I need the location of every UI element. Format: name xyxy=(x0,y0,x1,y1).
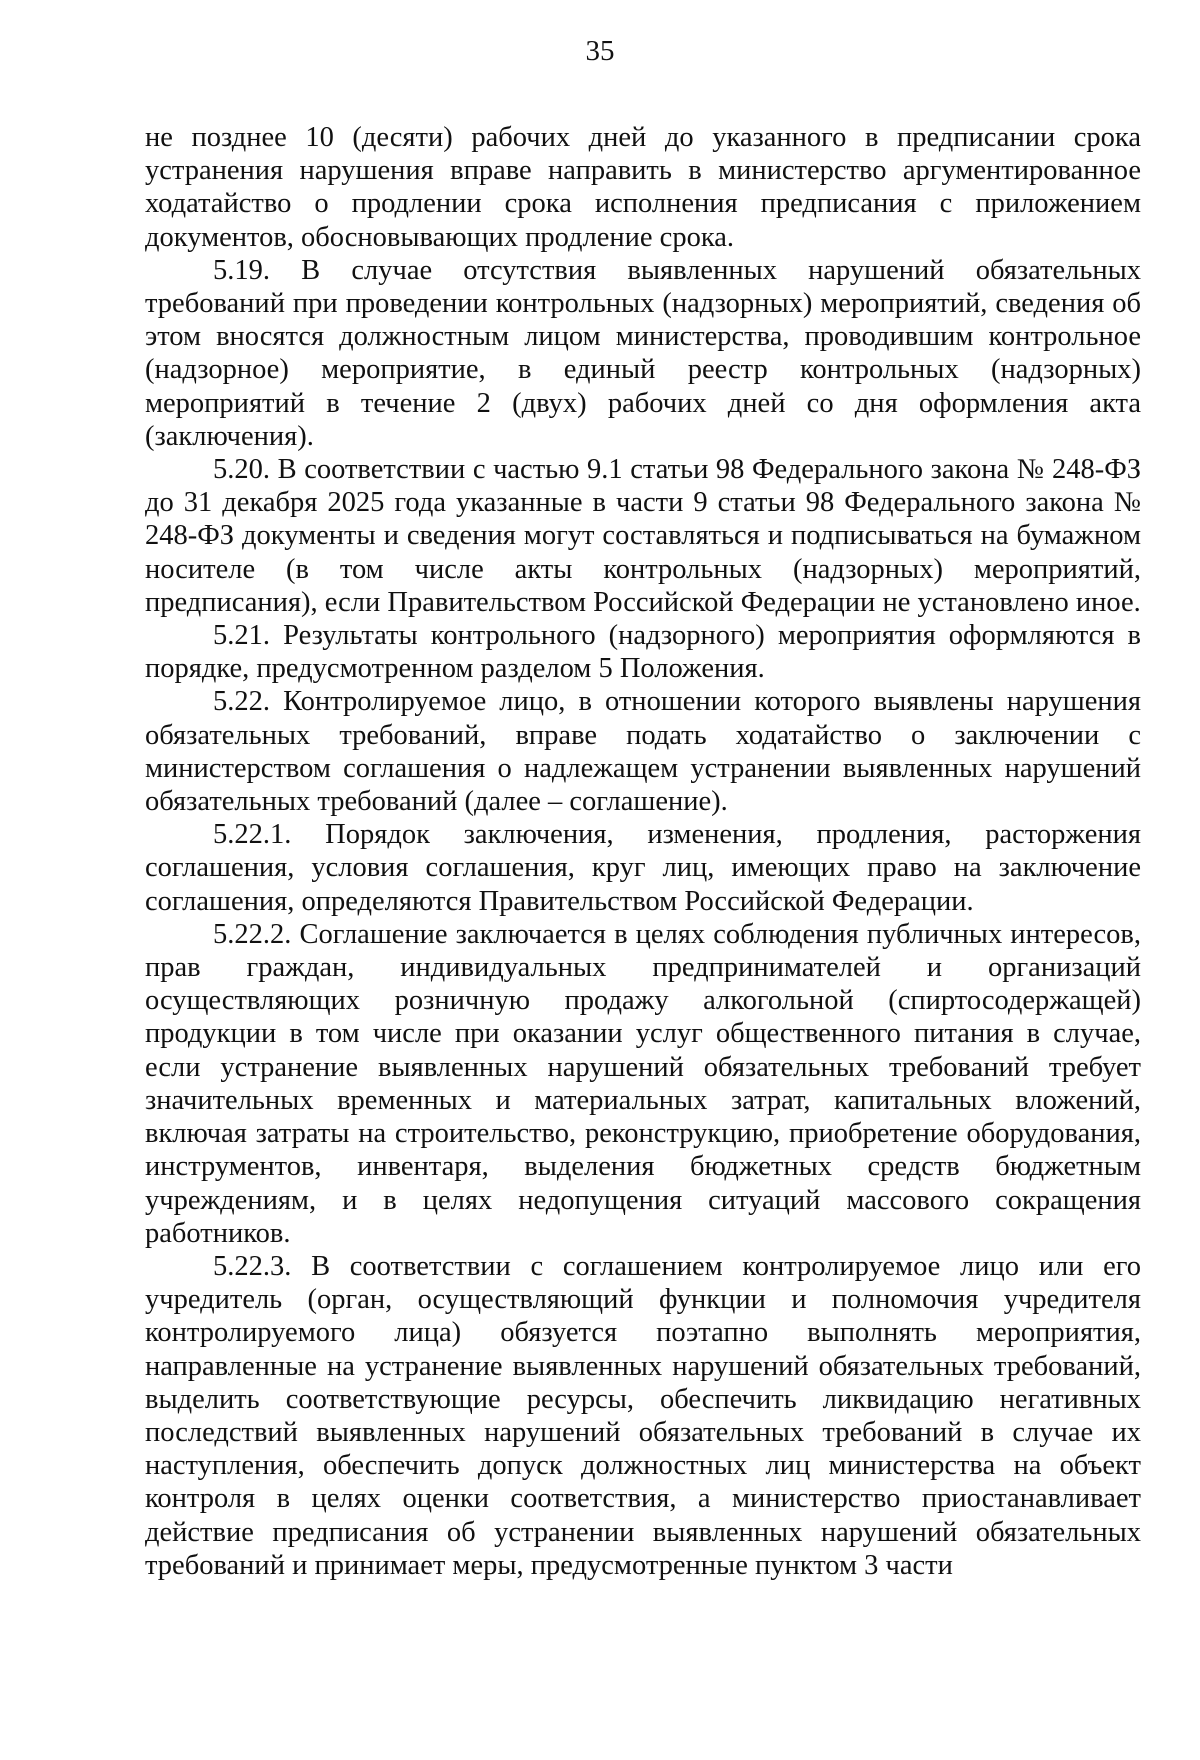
paragraph-5-20: 5.20. В соответствии с частью 9.1 статьи 98 Федерального закона № 248-ФЗ до 31 декабря 2025 года указанные в части 9 статьи 98 Федерального закона № 248-ФЗ документы и сведения могут составляться и подписываться на бумажном носителе (в том числе акты контрольных (надзорных) мероприятий, предписания), если Правительством Российской Федерации не установлено иное. xyxy=(145,454,1141,618)
paragraph-5-22-1: 5.22.1. Порядок заключения, изменения, продления, расторжения соглашения, условия соглашения, круг лиц, имеющих право на заключение соглашения, определяются Правительством Российской Федерации. xyxy=(145,819,1141,917)
document-body xyxy=(145,121,1141,1582)
page-number: 35 xyxy=(585,35,615,67)
paragraph-5-21: 5.21. Результаты контрольного (надзорного) мероприятия оформляются в порядке, предусмотренном разделом 5 Положения. xyxy=(145,620,1141,685)
paragraph-5-19: 5.19. В случае отсутствия выявленных нарушений обязательных требований при проведении контрольных (надзорных) мероприятий, сведения об этом вносятся должностным лицом министерства, проводившим контрольное (надзорное) мероприятие, в единый реестр контрольных (надзорных) мероприятий в течение 2 (двух) рабочих дней со дня оформления акта (заключения). xyxy=(145,254,1141,452)
paragraph-5-22-2: 5.22.2. Соглашение заключается в целях соблюдения публичных интересов, прав граждан, индивидуальных предпринимателей и организаций осуществляющих розничную продажу алкогольной (спиртосодержащей) продукции в том числе при оказании услуг общественного питания в случае, если устранение выявленных нарушений обязательных требований требует значительных временных и материальных затрат, капитальных вложений, включая затраты на строительство, реконструкцию, приобретение оборудования, инструментов, инвентаря, выделения бюджетных средств бюджетным учреждениям, и в целях недопущения ситуаций массового сокращения работников. xyxy=(145,918,1141,1249)
paragraph-5-22-3: 5.22.3. В соответствии с соглашением контролируемое лицо или его учредитель (орган, осуществляющий функции и полномочия учредителя контролируемого лица) обязуется поэтапно выполнять мероприятия, направленные на устранение выявленных нарушений обязательных требований, выделить соответствующие ресурсы, обеспечить ликвидацию негативных последствий выявленных нарушений обязательных требований в случае их наступления, обеспечить допуск должностных лиц министерства на объект контроля в целях оценки соответствия, а министерство приостанавливает действие предписания об устранении выявленных нарушений обязательных требований и принимает меры, предусмотренные пунктом 3 части xyxy=(145,1250,1141,1581)
paragraph-continuation: не позднее 10 (десяти) рабочих дней до указанного в предписании срока устранения нарушения вправе направить в министерство аргументированное ходатайство о продлении срока исполнения предписания с приложением документов, обосновывающих продление срока. xyxy=(145,122,1141,253)
paragraph-5-22: 5.22. Контролируемое лицо, в отношении которого выявлены нарушения обязательных требований, вправе подать ходатайство о заключении с министерством соглашения о надлежащем устранении выявленных нарушений обязательных требований (далее – соглашение). xyxy=(145,686,1141,818)
